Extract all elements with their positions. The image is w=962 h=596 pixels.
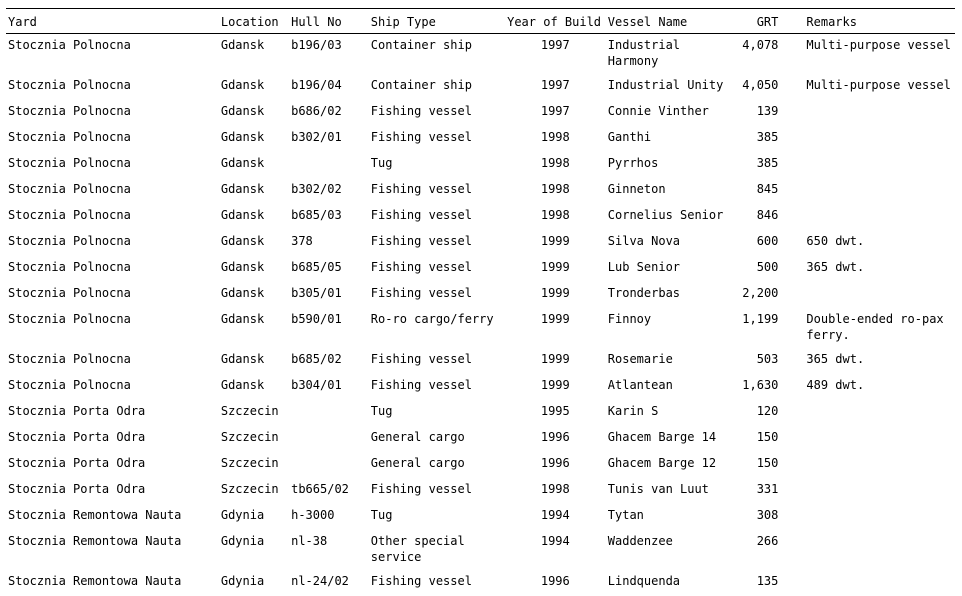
cell-location: Gdansk (220, 233, 265, 248)
cell-ship-type: Fishing vessel (370, 481, 472, 496)
cell-yard: Stocznia Porta Odra (8, 403, 146, 418)
cell-yard: Stocznia Polnocna (8, 207, 131, 222)
cell-location: Gdynia (220, 573, 265, 588)
cell-ship-type: General cargo (370, 455, 465, 470)
cell-hull-no: b685/05 (291, 259, 342, 274)
header-vessel-name[interactable]: Vessel Name (606, 9, 728, 34)
cell-yard: Stocznia Polnocna (8, 155, 131, 170)
cell-hull-no: b685/03 (291, 207, 342, 222)
cell-remarks (792, 452, 955, 478)
cell-vessel-name: Industrial Harmony (607, 38, 681, 68)
cell-yard: Stocznia Polnocna (8, 259, 131, 274)
header-year-of-build[interactable]: Year of Build (505, 9, 606, 34)
cell-remarks: Multi-purpose vessel (806, 77, 951, 92)
cell-vessel-name: Lindquenda (607, 573, 681, 588)
table-row[interactable] (6, 152, 955, 178)
cell-yard: Stocznia Polnocna (8, 377, 131, 392)
cell-ship-type: Other special service (370, 533, 465, 564)
cell-grt: 150 (756, 429, 779, 444)
cell-grt: 4,078 (742, 38, 779, 52)
table-row[interactable] (6, 452, 955, 478)
cell-year-of-build: 1994 (540, 533, 570, 548)
cell-ship-type: Tug (370, 507, 393, 522)
cell-vessel-name: Lub Senior (607, 259, 681, 274)
cell-yard: Stocznia Polnocna (8, 129, 131, 144)
cell-year-of-build: 1999 (540, 259, 570, 274)
cell-location: Gdansk (220, 285, 265, 300)
cell-yard: Stocznia Remontowa Nauta (8, 507, 182, 522)
cell-yard: Stocznia Remontowa Nauta (8, 573, 182, 588)
cell-hull-no: b196/04 (291, 77, 342, 92)
cell-year-of-build: 1999 (540, 233, 570, 248)
cell-hull-no: nl-38 (291, 533, 328, 548)
cell-hull-no: h-3000 (291, 507, 335, 522)
cell-ship-type: Fishing vessel (370, 207, 472, 222)
table-row[interactable] (6, 570, 955, 596)
cell-yard: Stocznia Polnocna (8, 233, 131, 248)
table-row[interactable] (6, 178, 955, 204)
cell-year-of-build: 1998 (540, 481, 570, 496)
cell-ship-type: Fishing vessel (370, 573, 472, 588)
cell-remarks: 365 dwt. (806, 259, 865, 274)
cell-location: Szczecin (220, 481, 279, 496)
cell-grt: 503 (756, 351, 779, 366)
cell-ship-type: Tug (370, 155, 393, 170)
cell-ship-type: Ro-ro cargo/ferry (370, 311, 494, 326)
cell-ship-type: Fishing vessel (370, 377, 472, 392)
cell-vessel-name: Rosemarie (607, 351, 673, 366)
cell-hull-no (289, 426, 369, 452)
cell-hull-no: b302/01 (291, 129, 342, 144)
cell-yard: Stocznia Remontowa Nauta (8, 533, 182, 548)
cell-ship-type: Fishing vessel (370, 351, 472, 366)
cell-location: Gdansk (220, 207, 265, 222)
header-hull-no[interactable]: Hull No (289, 9, 369, 34)
cell-ship-type: Container ship (370, 77, 472, 92)
ship-table (6, 8, 955, 596)
table-row[interactable] (6, 74, 955, 100)
cell-ship-type: Tug (370, 403, 393, 418)
cell-location: Gdansk (220, 77, 265, 92)
cell-vessel-name: Tronderbas (607, 285, 681, 300)
cell-year-of-build: 1996 (540, 455, 570, 470)
cell-remarks (792, 178, 955, 204)
cell-ship-type: Fishing vessel (370, 259, 472, 274)
table-body (6, 34, 955, 596)
cell-hull-no: b302/02 (291, 181, 342, 196)
table-row[interactable] (6, 504, 955, 530)
cell-grt: 331 (756, 481, 779, 496)
cell-yard: Stocznia Porta Odra (8, 481, 146, 496)
cell-remarks (792, 570, 955, 596)
cell-grt: 385 (756, 129, 779, 144)
cell-ship-type: General cargo (370, 429, 465, 444)
cell-hull-no: b196/03 (291, 38, 342, 52)
cell-hull-no: b304/01 (291, 377, 342, 392)
cell-location: Gdansk (220, 259, 265, 274)
cell-yard: Stocznia Polnocna (8, 181, 131, 196)
cell-remarks (792, 282, 955, 308)
cell-location: Szczecin (220, 455, 279, 470)
cell-remarks (792, 504, 955, 530)
table-row[interactable] (6, 374, 955, 400)
cell-remarks (792, 100, 955, 126)
cell-yard: Stocznia Polnocna (8, 103, 131, 118)
cell-hull-no (289, 400, 369, 426)
cell-yard: Stocznia Porta Odra (8, 455, 146, 470)
cell-remarks: 365 dwt. (806, 351, 865, 366)
table-row[interactable] (6, 204, 955, 230)
cell-hull-no (289, 452, 369, 478)
cell-remarks: 650 dwt. (806, 233, 865, 248)
cell-location: Gdansk (220, 181, 265, 196)
cell-grt: 1,199 (742, 311, 779, 326)
cell-vessel-name: Silva Nova (607, 233, 681, 248)
cell-year-of-build: 1999 (540, 311, 570, 326)
cell-year-of-build: 1999 (540, 285, 570, 300)
cell-grt: 120 (756, 403, 779, 418)
cell-year-of-build: 1997 (540, 103, 570, 118)
table-row[interactable] (6, 426, 955, 452)
cell-location: Gdansk (220, 103, 265, 118)
cell-year-of-build: 1996 (540, 573, 570, 588)
cell-hull-no: b590/01 (291, 311, 342, 326)
table-row[interactable] (6, 126, 955, 152)
table-row[interactable] (6, 478, 955, 504)
cell-year-of-build: 1998 (540, 129, 570, 144)
cell-yard: Stocznia Porta Odra (8, 429, 146, 444)
cell-remarks: Double-ended ro-pax ferry. (806, 311, 944, 342)
table-header (6, 9, 955, 34)
cell-hull-no (289, 152, 369, 178)
cell-remarks (792, 204, 955, 230)
cell-grt: 1,630 (742, 377, 779, 392)
cell-year-of-build: 1998 (540, 207, 570, 222)
cell-grt: 846 (756, 207, 779, 222)
cell-location: Szczecin (220, 429, 279, 444)
cell-yard: Stocznia Polnocna (8, 351, 131, 366)
cell-year-of-build: 1999 (540, 377, 570, 392)
cell-remarks (792, 152, 955, 178)
cell-remarks (792, 400, 955, 426)
header-location[interactable]: Location (219, 9, 289, 34)
cell-vessel-name: Cornelius Senior (607, 207, 724, 222)
cell-year-of-build: 1999 (540, 351, 570, 366)
cell-vessel-name: Ginneton (607, 181, 666, 196)
cell-hull-no: tb665/02 (291, 481, 349, 496)
header-row (6, 9, 955, 34)
cell-vessel-name: Tytan (607, 507, 644, 522)
cell-location: Gdansk (220, 155, 265, 170)
cell-remarks (792, 530, 955, 570)
cell-location: Gdansk (220, 377, 265, 392)
cell-year-of-build: 1997 (540, 38, 570, 52)
cell-grt: 308 (756, 507, 779, 522)
cell-yard: Stocznia Polnocna (8, 311, 131, 326)
table-row[interactable] (6, 282, 955, 308)
cell-ship-type: Container ship (370, 38, 472, 52)
cell-grt: 845 (756, 181, 779, 196)
cell-vessel-name: Atlantean (607, 377, 673, 392)
table-row[interactable] (6, 100, 955, 126)
cell-grt: 139 (756, 103, 779, 118)
table-row[interactable] (6, 530, 955, 570)
cell-yard: Stocznia Polnocna (8, 38, 131, 52)
cell-ship-type: Fishing vessel (370, 233, 472, 248)
cell-hull-no: 378 (291, 233, 313, 248)
header-ship-type[interactable]: Ship Type (369, 9, 505, 34)
cell-yard: Stocznia Polnocna (8, 77, 131, 92)
cell-vessel-name: Ganthi (607, 129, 652, 144)
cell-grt: 150 (756, 455, 779, 470)
cell-hull-no: nl-24/02 (291, 573, 349, 588)
cell-vessel-name: Ghacem Barge 14 (607, 429, 717, 444)
cell-location: Gdansk (220, 129, 265, 144)
cell-vessel-name: Waddenzee (607, 533, 673, 548)
table-row[interactable] (6, 256, 955, 282)
cell-vessel-name: Pyrrhos (607, 155, 659, 170)
cell-location: Gdynia (220, 507, 265, 522)
table-row[interactable] (6, 230, 955, 256)
cell-grt: 266 (756, 533, 779, 548)
cell-year-of-build: 1996 (540, 429, 570, 444)
cell-grt: 2,200 (742, 285, 779, 300)
cell-ship-type: Fishing vessel (370, 129, 472, 144)
cell-year-of-build: 1997 (540, 77, 570, 92)
cell-year-of-build: 1995 (540, 403, 570, 418)
cell-grt: 500 (756, 259, 779, 274)
cell-ship-type: Fishing vessel (370, 285, 472, 300)
cell-location: Gdansk (220, 311, 265, 326)
header-remarks[interactable]: Remarks (792, 9, 955, 34)
table-row[interactable] (6, 34, 955, 74)
cell-year-of-build: 1998 (540, 155, 570, 170)
cell-year-of-build: 1998 (540, 181, 570, 196)
cell-remarks: Multi-purpose vessel (806, 38, 951, 52)
cell-remarks (792, 126, 955, 152)
table-row[interactable] (6, 308, 955, 348)
cell-vessel-name: Ghacem Barge 12 (607, 455, 717, 470)
cell-location: Gdansk (220, 351, 265, 366)
cell-ship-type: Fishing vessel (370, 181, 472, 196)
cell-hull-no: b685/02 (291, 351, 342, 366)
cell-location: Gdansk (220, 38, 265, 52)
cell-yard: Stocznia Polnocna (8, 285, 131, 300)
cell-vessel-name: Industrial Unity (607, 77, 724, 92)
cell-remarks (792, 426, 955, 452)
cell-hull-no: b686/02 (291, 103, 342, 118)
table-row[interactable] (6, 400, 955, 426)
cell-remarks (792, 478, 955, 504)
cell-hull-no: b305/01 (291, 285, 342, 300)
cell-grt: 385 (756, 155, 779, 170)
cell-grt: 4,050 (742, 77, 779, 92)
cell-remarks: 489 dwt. (806, 377, 865, 392)
cell-vessel-name: Tunis van Luut (607, 481, 709, 496)
cell-vessel-name: Finnoy (607, 311, 652, 326)
cell-location: Szczecin (220, 403, 279, 418)
table-row[interactable] (6, 348, 955, 374)
header-yard[interactable]: Yard (6, 9, 219, 34)
cell-vessel-name: Karin S (607, 403, 659, 418)
cell-grt: 600 (756, 233, 779, 248)
cell-year-of-build: 1994 (540, 507, 570, 522)
cell-grt: 135 (756, 573, 779, 588)
cell-vessel-name: Connie Vinther (607, 103, 709, 118)
cell-ship-type: Fishing vessel (370, 103, 472, 118)
header-grt[interactable]: GRT (727, 9, 792, 34)
cell-location: Gdynia (220, 533, 265, 548)
